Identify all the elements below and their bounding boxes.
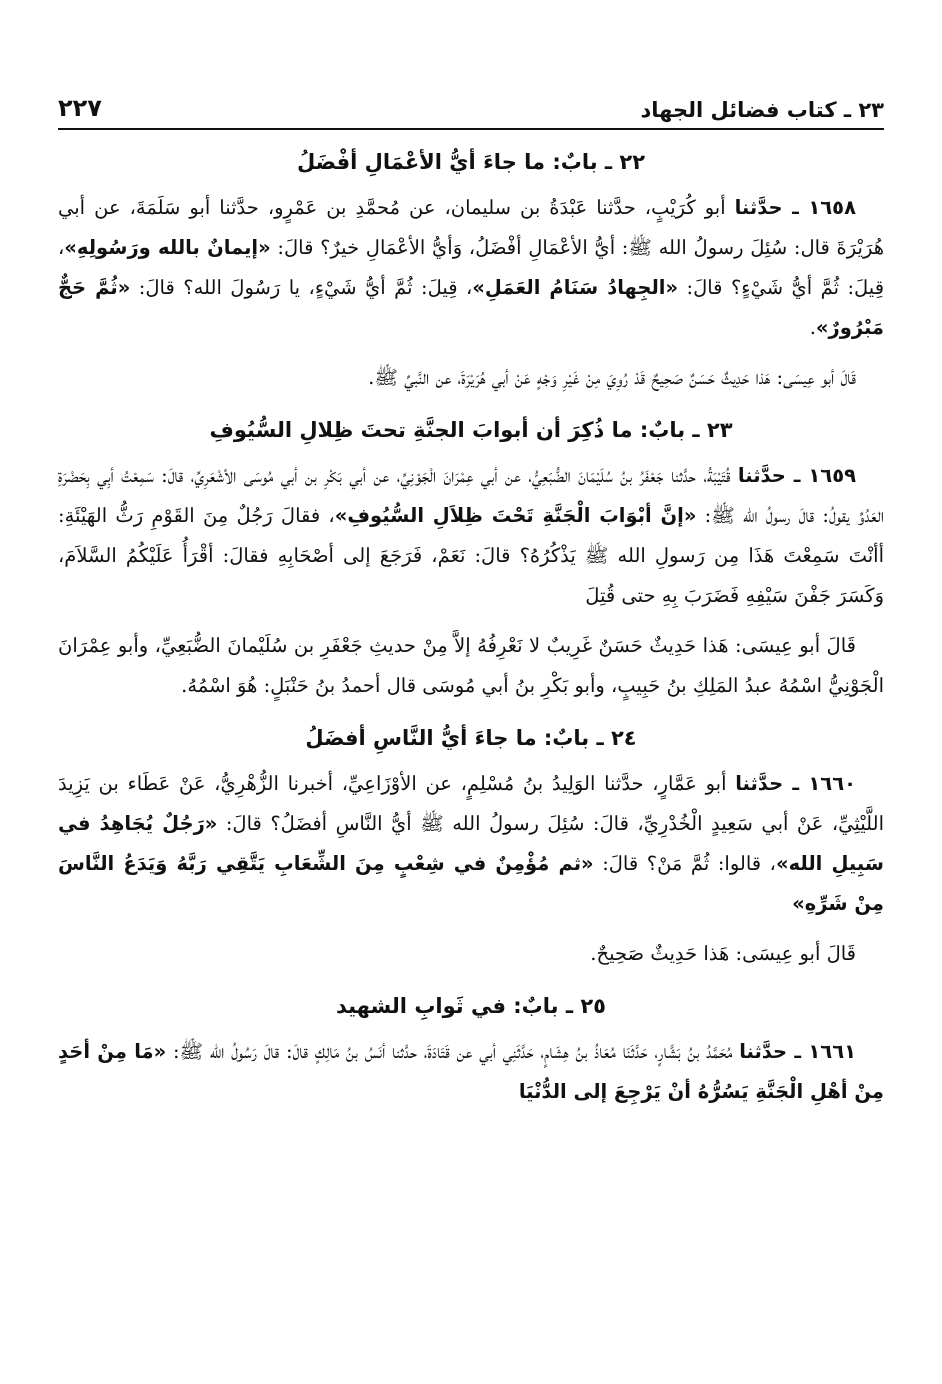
running-head <box>58 80 884 130</box>
commentary-1659: قَالَ أبو عِيسَى: هَذا حَدِيثٌ حَسَنٌ غَرِيبٌ لا نَعْرِفُهُ إلاَّ مِنْ حديثِ جَعْفَرِ بن سُلَيْمانَ الضُّبَعِيِّ، وأبو عِمْرَانَ الْجَوْنِيُّ اسْمُهُ عبدُ المَلِكِ بنُ حَبِيبٍ، وأبو بَكْرِ بنُ أبي مُوسَى قال أحمدُ بنُ حَنْبَلٍ: هُوَ اسْمُهُ. <box>58 634 884 697</box>
hadith-text: ، قِيلَ: ثُمَّ أيُّ شَيْءٍ؟ قالَ: <box>58 236 885 299</box>
page-number: ٢٢٧ <box>58 94 102 122</box>
commentary-1658: قَالَ أبو عِيسَى: هَذا حَدِيثٌ حَسَنٌ صَحِيحٌ قَدْ رُوِيَ مِنْ غَيْرِ وَجْهٍ عَنْ أبي هُرَيْرَةَ، عن النَّبيِّ ﷺ. <box>368 366 856 389</box>
hadith-text: قُتَيْبَةُ، حدَّثنا جَعْفَرُ بنُ سُلَيْمَانَ الضُّبَعِيُّ، عن أبي عِمْرَانَ الْجَوْنِيِّ، عن أبي بَكْرِ بن أبي مُوسَى الأشْعَرِيِّ، قالَ: سَمِعْتُ أبِي بِحَضْرَةِ العَدُوِّ يقولُ: قالَ رسولُ الله ﷺ: <box>58 464 884 527</box>
hadith-quote: «إنَّ أبْوَابَ الْجَنَّةِ تَحْتَ ظِلاَلِ السُّيُوفِ» <box>334 504 697 527</box>
hadith-text: . <box>809 316 816 339</box>
hadith-quote: «مَا مِنْ أحَدٍ مِنْ أهْلِ الْجَنَّةِ يَسُرُّهُ أنْ يَرْجِعَ إلى الدُّنْيَا <box>58 1040 884 1103</box>
hadith-text: مُحَمَّدُ بنُ بَشَّارٍ، حَدَّثَنَا مُعَاذُ بنُ هِشَامٍ، حَدَّثَنِي أبي عن قَتَادَةَ، حدَّثنا أنَسُ بنُ مَالِكٍ قالَ: قالَ رَسُولُ الله ﷺ: <box>166 1040 740 1063</box>
hadith-quote: «رَجُلٌ يُجَاهِدُ في سَبِيلِ الله» <box>58 812 884 875</box>
chapter-running-title: ٢٣ ـ كتاب فضائل الجهاد <box>640 98 884 122</box>
hadith-1660 <box>58 764 884 924</box>
hadith-lead: ١٦٦٠ ـ حدَّثنا <box>735 772 856 795</box>
commentary-1660: قَالَ أبو عِيسَى: هَذا حَدِيثٌ صَحِيحٌ. <box>590 942 856 965</box>
hadith-1661 <box>58 1032 884 1112</box>
chapter-heading-22: ٢٢ ـ بابٌ: ما جاءَ أيُّ الأعْمَالِ أفْضَلُ <box>296 150 646 174</box>
book-page <box>58 80 884 1112</box>
hadith-quote: «إيمانٌ بالله ورَسُولِهِ» <box>64 236 271 259</box>
hadith-text: ، قالوا: ثُمَّ مَنْ؟ قالَ: <box>593 852 776 875</box>
hadith-lead: ١٦٥٨ ـ حدَّثنا <box>734 196 856 219</box>
hadith-text: أبو عَمَّارٍ، حدَّثنا الوَلِيدُ بنُ مُسْلِمٍ، عن الأوْزَاعِيِّ، أخبرنا الزُّهْرِيُّ، عَنْ عَطَاء بن يَزِيدَ اللَّيْثِيِّ، عَنْ أبي سَعِيدٍ الْخُدْرِيِّ، قالَ: سُئِلَ رسولُ الله ﷺ أيُّ النَّاسِ أفضَلُ؟ قالَ: <box>58 772 884 835</box>
hadith-lead: ١٦٦١ ـ حدَّثنا <box>739 1040 856 1063</box>
chapter-heading-23: ٢٣ ـ بابٌ: ما ذُكِرَ أن أبوابَ الجنَّةِ تحتَ ظِلالِ السُّيُوفِ <box>209 418 733 442</box>
hadith-text: ، فقالَ رَجُلٌ مِنَ القَوْمِ رَثُّ الهَيْئَةِ: أأنْتَ سَمِعْتَ هَذَا مِن رَسولِ الله ﷺ يَذْكُرُهُ؟ قالَ: نَعَمْ، فَرَجَعَ إلى أصْحَابِهِ فقالَ: أقْرَأُ عَلَيْكُمُ السَّلاَمَ، وَكَسَرَ جَفْنَ سَيْفِهِ فَضَرَبَ بِهِ حتى قُتِلَ <box>58 504 884 607</box>
hadith-quote: «الجِهادُ سَنَامُ العَمَلِ» <box>472 276 679 299</box>
hadith-text: أبو كُرَيْبٍ، حدَّثنا عَبْدَةُ بن سليمان، عن مُحمَّدِ بن عَمْرٍو، حدَّثنا أبو سَلَمَةَ، عن أبي هُرَيْرَةَ قال: سُئِلَ رسولُ الله ﷺ: أيُّ الأعْمَالِ أفْضَلُ، وَأيُّ الأعْمَالِ خيرٌ؟ قالَ: <box>58 196 884 259</box>
hadith-quote: «ثم مُؤْمِنٌ في شِعْبٍ مِنَ الشِّعَابِ يَتَّقِي رَبَّهُ وَيَدَعُ النَّاسَ مِنْ شَرِّهِ» <box>58 852 884 915</box>
hadith-text: ، قِيلَ: ثُمَّ أيُّ شَيْءٍ، يا رَسُولَ الله؟ قالَ: <box>130 276 473 299</box>
chapter-heading-24: ٢٤ ـ بابٌ: ما جاءَ أيُّ النَّاسِ أفضَلُ <box>305 726 637 750</box>
hadith-1659 <box>58 456 884 616</box>
hadith-1658 <box>58 188 884 348</box>
chapter-heading-25: ٢٥ ـ بابٌ: في ثَوابِ الشهيد <box>335 994 606 1018</box>
hadith-lead: ١٦٥٩ ـ حدَّثنا <box>737 464 857 487</box>
hadith-quote: «ثُمَّ حَجٌّ مَبْرُورٌ» <box>58 276 884 339</box>
